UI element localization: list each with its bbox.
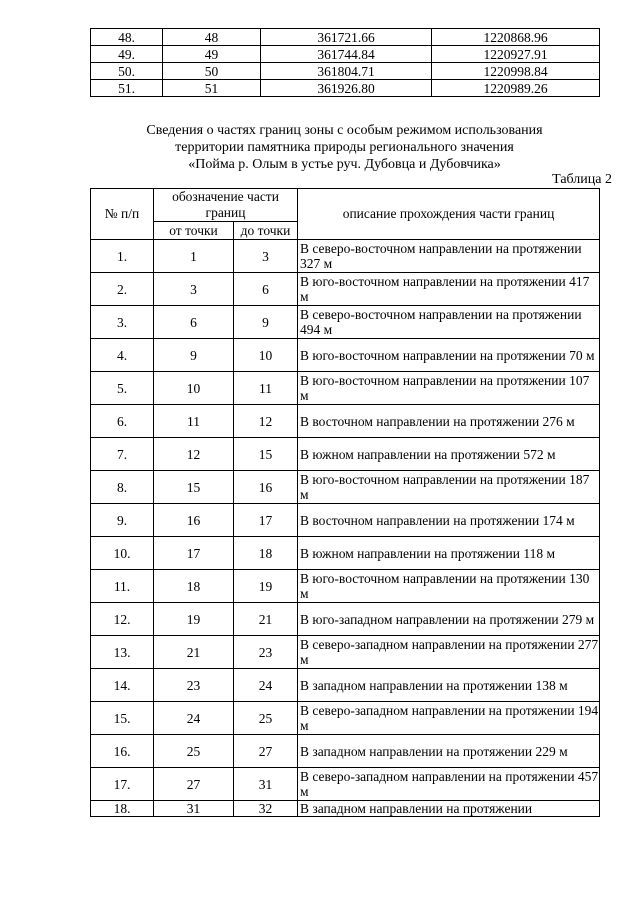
part-to-cell: 27 — [234, 735, 298, 768]
part-description-cell: В северо-восточном направлении на протяжении 494 м — [298, 306, 600, 339]
table-number-label: Таблица 2 — [552, 172, 612, 187]
part-num-cell: 1. — [91, 240, 154, 273]
table-row — [91, 504, 600, 537]
part-to-cell: 21 — [234, 603, 298, 636]
part-num-cell: 9. — [91, 504, 154, 537]
part-to-cell: 23 — [234, 636, 298, 669]
section-caption — [90, 122, 599, 173]
table-row — [91, 471, 600, 504]
part-from-cell: 17 — [154, 537, 234, 570]
part-description-cell: В восточном направлении на протяжении 174 м — [298, 504, 600, 537]
part-num-cell: 6. — [91, 405, 154, 438]
part-description-cell: В западном направлении на протяжении 229 м — [298, 735, 600, 768]
part-to-cell: 19 — [234, 570, 298, 603]
coord-y-cell: 1220998.84 — [432, 63, 600, 80]
part-num-cell: 16. — [91, 735, 154, 768]
table-row — [91, 273, 600, 306]
part-to-cell: 18 — [234, 537, 298, 570]
table-row — [91, 339, 600, 372]
part-to-cell: 31 — [234, 768, 298, 801]
part-to-cell: 12 — [234, 405, 298, 438]
part-num-cell: 13. — [91, 636, 154, 669]
coordinates-table-body — [91, 29, 600, 97]
part-num-cell: 17. — [91, 768, 154, 801]
part-from-cell: 24 — [154, 702, 234, 735]
part-num-cell: 18. — [91, 801, 154, 817]
coordinates-row — [91, 80, 600, 97]
coordinates-row — [91, 29, 600, 46]
part-to-cell: 3 — [234, 240, 298, 273]
table-row — [91, 735, 600, 768]
part-description-cell: В юго-восточном направлении на протяжении 417 м — [298, 273, 600, 306]
header-to-point: до точки — [234, 222, 298, 240]
part-num-cell: 3. — [91, 306, 154, 339]
coord-num-cell: 49. — [91, 46, 163, 63]
header-description: описание прохождения части границ — [298, 189, 600, 240]
part-to-cell: 6 — [234, 273, 298, 306]
part-from-cell: 19 — [154, 603, 234, 636]
table-row — [91, 438, 600, 471]
table-row — [91, 240, 600, 273]
part-description-cell: В западном направлении на протяжении 138 м — [298, 669, 600, 702]
coord-x-cell: 361721.66 — [261, 29, 432, 46]
table-row — [91, 537, 600, 570]
part-description-cell: В северо-западном направлении на протяжении 194 м — [298, 702, 600, 735]
part-description-cell: В северо-западном направлении на протяжении 277 м — [298, 636, 600, 669]
part-from-cell: 15 — [154, 471, 234, 504]
table-row — [91, 669, 600, 702]
part-description-cell: В северо-западном направлении на протяжении 457 м — [298, 768, 600, 801]
part-from-cell: 6 — [154, 306, 234, 339]
caption-line-1: Сведения о частях границ зоны с особым режимом использования — [146, 123, 543, 138]
part-num-cell: 14. — [91, 669, 154, 702]
part-to-cell: 25 — [234, 702, 298, 735]
coord-point-cell: 49 — [163, 46, 261, 63]
part-from-cell: 25 — [154, 735, 234, 768]
part-description-cell: В южном направлении на протяжении 572 м — [298, 438, 600, 471]
boundary-parts-table-body — [91, 240, 600, 817]
table-row — [91, 801, 600, 817]
part-from-cell: 9 — [154, 339, 234, 372]
table-row — [91, 306, 600, 339]
part-num-cell: 12. — [91, 603, 154, 636]
header-num: № п/п — [91, 189, 154, 240]
part-description-cell: В западном направлении на протяжении — [298, 801, 600, 817]
coord-y-cell: 1220927.91 — [432, 46, 600, 63]
part-to-cell: 17 — [234, 504, 298, 537]
part-num-cell: 2. — [91, 273, 154, 306]
coord-x-cell: 361926.80 — [261, 80, 432, 97]
part-to-cell: 24 — [234, 669, 298, 702]
part-to-cell: 16 — [234, 471, 298, 504]
caption-line-3: «Пойма р. Олым в устье руч. Дубовца и Дубовчика» — [188, 157, 501, 172]
table-row — [91, 636, 600, 669]
part-description-cell: В юго-восточном направлении на протяжении 130 м — [298, 570, 600, 603]
part-description-cell: В юго-западном направлении на протяжении 279 м — [298, 603, 600, 636]
part-num-cell: 8. — [91, 471, 154, 504]
coordinates-row — [91, 63, 600, 80]
part-description-cell: В восточном направлении на протяжении 276 м — [298, 405, 600, 438]
part-from-cell: 23 — [154, 669, 234, 702]
part-from-cell: 10 — [154, 372, 234, 405]
part-from-cell: 18 — [154, 570, 234, 603]
table-row — [91, 405, 600, 438]
part-from-cell: 21 — [154, 636, 234, 669]
table-row — [91, 768, 600, 801]
part-num-cell: 4. — [91, 339, 154, 372]
part-num-cell: 10. — [91, 537, 154, 570]
header-designation: обозначение части границ — [154, 189, 298, 222]
part-to-cell: 32 — [234, 801, 298, 817]
part-from-cell: 11 — [154, 405, 234, 438]
coord-y-cell: 1220868.96 — [432, 29, 600, 46]
coord-x-cell: 361744.84 — [261, 46, 432, 63]
header-from-point: от точки — [154, 222, 234, 240]
part-num-cell: 7. — [91, 438, 154, 471]
coord-y-cell: 1220989.26 — [432, 80, 600, 97]
boundary-parts-table-header — [91, 189, 600, 240]
part-from-cell: 3 — [154, 273, 234, 306]
part-from-cell: 27 — [154, 768, 234, 801]
part-to-cell: 9 — [234, 306, 298, 339]
part-to-cell: 15 — [234, 438, 298, 471]
coord-num-cell: 50. — [91, 63, 163, 80]
coord-point-cell: 48 — [163, 29, 261, 46]
table-row — [91, 702, 600, 735]
coord-x-cell: 361804.71 — [261, 63, 432, 80]
part-from-cell: 12 — [154, 438, 234, 471]
part-description-cell: В северо-восточном направлении на протяжении 327 м — [298, 240, 600, 273]
part-from-cell: 1 — [154, 240, 234, 273]
part-description-cell: В юго-восточном направлении на протяжении 107 м — [298, 372, 600, 405]
caption-line-2: территории памятника природы регионального значения — [175, 140, 514, 155]
part-from-cell: 16 — [154, 504, 234, 537]
part-to-cell: 10 — [234, 339, 298, 372]
boundary-parts-table — [90, 188, 600, 817]
part-description-cell: В южном направлении на протяжении 118 м — [298, 537, 600, 570]
table-row — [91, 570, 600, 603]
table-row — [91, 603, 600, 636]
coordinates-table — [90, 28, 600, 97]
part-num-cell: 15. — [91, 702, 154, 735]
part-num-cell: 5. — [91, 372, 154, 405]
part-from-cell: 31 — [154, 801, 234, 817]
coord-num-cell: 51. — [91, 80, 163, 97]
part-num-cell: 11. — [91, 570, 154, 603]
part-to-cell: 11 — [234, 372, 298, 405]
coordinates-row — [91, 46, 600, 63]
coord-num-cell: 48. — [91, 29, 163, 46]
coord-point-cell: 51 — [163, 80, 261, 97]
coord-point-cell: 50 — [163, 63, 261, 80]
part-description-cell: В юго-восточном направлении на протяжении 70 м — [298, 339, 600, 372]
table-row — [91, 372, 600, 405]
part-description-cell: В юго-восточном направлении на протяжении 187 м — [298, 471, 600, 504]
